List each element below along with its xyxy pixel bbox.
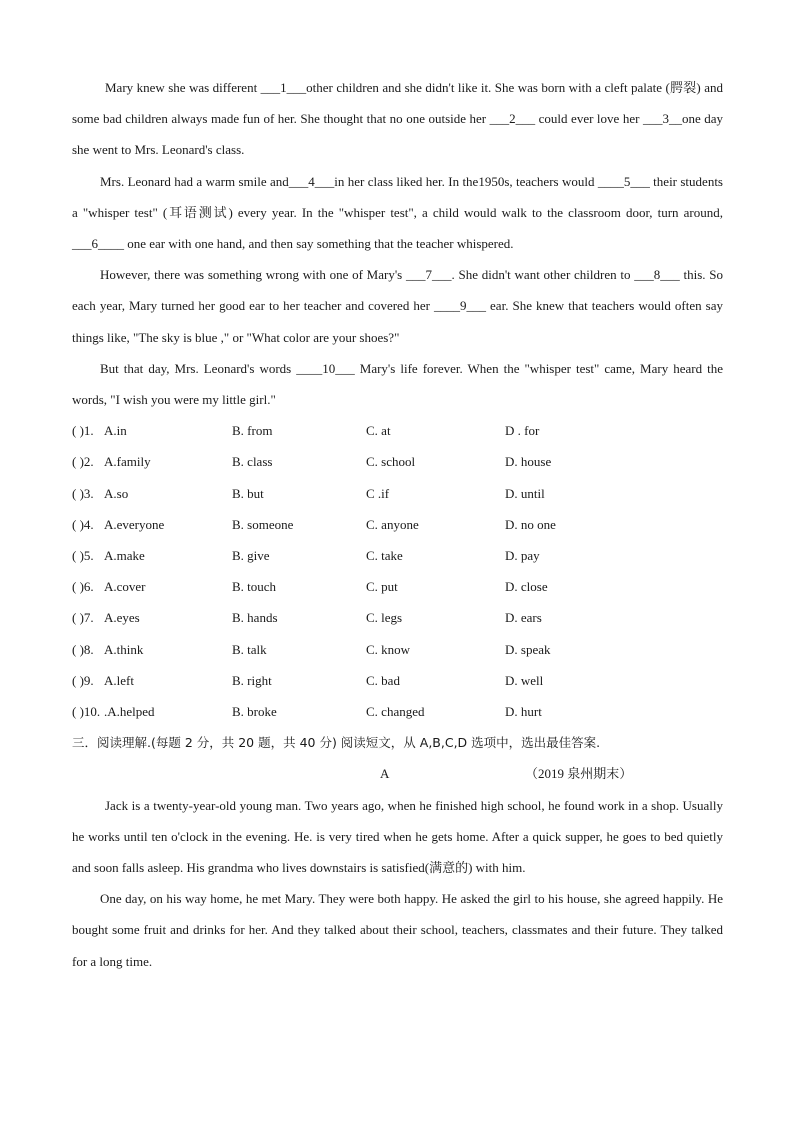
question-number: ( )10.	[72, 703, 101, 719]
option-a: A.left	[104, 672, 134, 688]
option-b: B. but	[232, 485, 264, 501]
option-a: A.eyes	[104, 610, 140, 626]
question-number: ( )4.	[72, 516, 94, 532]
question-number: ( )6.	[72, 579, 94, 595]
question-row-3	[72, 478, 723, 509]
passage-label: A	[380, 766, 390, 782]
question-row-9	[72, 665, 723, 696]
option-a: A.cover	[104, 579, 146, 595]
option-b: B. from	[232, 423, 273, 439]
option-b: B. hands	[232, 610, 278, 626]
option-d: D. pay	[505, 547, 540, 563]
question-row-4	[72, 509, 723, 540]
reading-paragraph-2: One day, on his way home, he met Mary. They were both happy. He asked the girl to his house, she agreed happily. He bought some fruit and drinks for her. And they talked about their school, teachers, classmates and their future. They talked for a long time.	[72, 891, 723, 969]
question-number: ( )2.	[72, 454, 94, 470]
section-heading: 三．阅读理解.(每题 2 分，共 20 题，共 40 分) 阅读短文，从 A,B,C,D 选项中，选出最佳答案.	[72, 735, 601, 751]
option-a: A.think	[104, 641, 144, 657]
option-b: B. someone	[232, 516, 294, 532]
option-a: A.so	[104, 485, 129, 501]
option-c: C. know	[366, 641, 411, 657]
cloze-options	[72, 415, 723, 727]
reading-paragraph-1: Jack is a twenty-year-old young man. Two years ago, when he finished high school, he found work in a shop. Usually he works until ten o'clock in the evening. He. is very tired when he gets home. After a quick supper, he goes to bed quietly and soon falls asleep. His grandma who lives downstairs is satisfied(满意的) with him.	[72, 797, 723, 875]
option-c: C. school	[366, 454, 416, 470]
passage-header	[72, 758, 723, 789]
question-number: ( )1.	[72, 423, 94, 439]
option-c: C. changed	[366, 703, 425, 719]
cloze-paragraph-3: However, there was something wrong with one of Mary's ___7___. She didn't want other children to ___8___ this. So each year, Mary turned her good ear to her teacher and covered her ____9___ ear. She knew that teachers would often say things like, "The sky is blue ," or "What color are your shoes?"	[72, 267, 723, 345]
option-b: B. right	[232, 672, 272, 688]
document-page	[72, 72, 723, 977]
option-c: C. anyone	[366, 516, 419, 532]
option-c: C. bad	[366, 672, 400, 688]
option-a: A.in	[104, 423, 127, 439]
option-d: D. hurt	[505, 703, 542, 719]
option-c: C. take	[366, 547, 403, 563]
question-number: ( )7.	[72, 610, 94, 626]
option-c: C. legs	[366, 610, 403, 626]
option-b: B. give	[232, 547, 270, 563]
question-row-6	[72, 571, 723, 602]
option-d: D. speak	[505, 641, 551, 657]
option-c: C .if	[366, 485, 390, 501]
option-d: D. house	[505, 454, 552, 470]
option-d: D. no one	[505, 516, 556, 532]
question-row-5	[72, 540, 723, 571]
passage-source: （2019 泉州期末）	[525, 766, 633, 782]
question-number: ( )5.	[72, 547, 94, 563]
cloze-paragraph-2: Mrs. Leonard had a warm smile and___4___in her class liked her. In the1950s, teachers would ____5___ their students a "whisper test" (耳语测试) every year. In the "whisper test", a child would walk to the classroom door, turn around, ___6____ one ear with one hand, and then say something that the teacher whispered.	[72, 173, 723, 252]
option-a: .A.helped	[104, 703, 155, 719]
question-row-1	[72, 415, 723, 446]
option-b: B. talk	[232, 641, 267, 657]
cloze-paragraph-1: Mary knew she was different ___1___other children and she didn't like it. She was born with a cleft palate (腭裂) and some bad children always made fun of her. She thought that no one outside her ___2___ could ever love her ___3__one day she went to Mrs. Leonard's class.	[72, 80, 723, 158]
option-d: D. close	[505, 579, 548, 595]
option-c: C. put	[366, 579, 398, 595]
option-a: A.make	[104, 547, 145, 563]
question-row-2	[72, 446, 723, 477]
option-c: C. at	[366, 423, 391, 439]
question-number: ( )3.	[72, 485, 94, 501]
question-row-8	[72, 634, 723, 665]
option-d: D. until	[505, 485, 545, 501]
option-d: D . for	[505, 423, 540, 439]
question-row-7	[72, 602, 723, 633]
option-d: D. ears	[505, 610, 542, 626]
question-number: ( )9.	[72, 672, 94, 688]
option-b: B. class	[232, 454, 273, 470]
question-number: ( )8.	[72, 641, 94, 657]
option-b: B. broke	[232, 703, 277, 719]
option-d: D. well	[505, 672, 544, 688]
option-a: A.everyone	[104, 516, 165, 532]
option-a: A.family	[104, 454, 151, 470]
option-b: B. touch	[232, 579, 277, 595]
question-row-10	[72, 696, 723, 727]
cloze-paragraph-4: But that day, Mrs. Leonard's words ____10___ Mary's life forever. When the "whisper test" came, Mary heard the words, "I wish you were my little girl."	[72, 360, 723, 408]
